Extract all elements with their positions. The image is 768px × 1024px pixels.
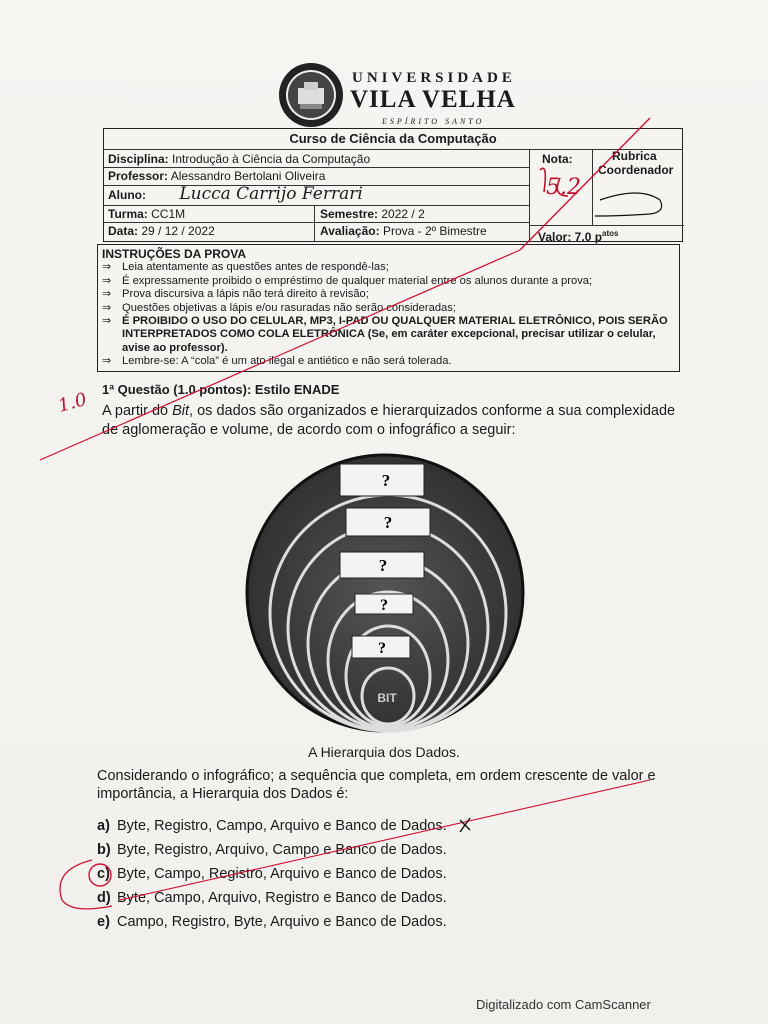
- class-value: CC1M: [151, 207, 186, 221]
- discipline-row: [104, 151, 370, 168]
- data-hierarchy-diagram: [240, 448, 530, 738]
- instruction-text: É expressamente proibido o empréstimo de qualquer material entre os alunos durante a prova;: [122, 274, 593, 287]
- instruction-text: Leia atentamente as questões antes de respondê-las;: [122, 261, 389, 274]
- date-value: 29 / 12 / 2022: [141, 224, 215, 238]
- discipline-label: Disciplina:: [108, 152, 169, 166]
- grade-label: Nota:: [542, 152, 573, 166]
- option-text: Byte, Campo, Registro, Arquivo e Banco de Dados.: [117, 866, 447, 882]
- instruction-item: [102, 302, 675, 315]
- professor-value: Alessandro Bertolani Oliveira: [170, 169, 326, 183]
- diagram-label-level-3: ?: [378, 556, 388, 575]
- diagram-label-level-2: ?: [380, 597, 388, 614]
- value-label: [534, 225, 618, 246]
- option-d[interactable]: [97, 890, 447, 906]
- margin-score-handwritten: 1.0: [55, 389, 89, 417]
- date-label: Data:: [108, 224, 139, 238]
- university-seal-logo: [278, 62, 344, 128]
- intro-text: , os dados são organizados e hierarquizados conforme a sua complexidade de aglomeração e volume, de acordo com o infográfico a seguir:: [102, 403, 676, 438]
- intro-bit: Bit: [172, 403, 190, 419]
- grade-value-handwritten: 5.2: [546, 175, 581, 200]
- university-name-main: VILA VELHA: [350, 86, 516, 113]
- instruction-item: [102, 315, 675, 355]
- diagram-label-level-4: ?: [383, 513, 393, 532]
- diagram-label-level-5: ?: [381, 471, 391, 490]
- value-text: Valor: 7.0 p: [538, 230, 603, 244]
- value-superscript: atos: [602, 229, 619, 238]
- instruction-text: Prova discursiva a lápis não terá direito à revisão;: [122, 288, 369, 301]
- option-text: Campo, Registro, Byte, Arquivo e Banco de Dados.: [117, 914, 447, 930]
- option-key: e): [97, 914, 110, 930]
- option-key: c): [97, 866, 110, 882]
- instruction-item: [102, 288, 675, 301]
- exam-header-table: [103, 128, 683, 242]
- arrow-icon: ⇒: [102, 261, 112, 274]
- class-label: Turma:: [108, 207, 148, 221]
- diagram-label-level-1: ?: [378, 640, 386, 657]
- option-key: a): [97, 818, 110, 834]
- diagram-caption: A Hierarquia dos Dados.: [308, 744, 460, 760]
- instruction-item: [102, 261, 675, 274]
- semester-label: Semestre:: [320, 207, 379, 221]
- arrow-icon: ⇒: [102, 315, 112, 328]
- scanner-footer: Digitalizado com CamScanner: [476, 997, 651, 1012]
- instruction-item: [102, 355, 675, 368]
- evaluation-label: Avaliação:: [320, 224, 380, 238]
- evaluation-row: [316, 223, 487, 240]
- option-a[interactable]: [97, 818, 447, 834]
- question-intro: [102, 402, 692, 440]
- class-row: [104, 206, 185, 223]
- student-row: [104, 186, 363, 204]
- professor-label: Professor:: [108, 169, 169, 183]
- instruction-item: [102, 275, 675, 288]
- date-row: [104, 223, 215, 240]
- evaluation-value: Prova - 2º Bimestre: [382, 224, 487, 238]
- arrow-icon: ⇒: [102, 288, 112, 301]
- university-state: ESPÍRITO SANTO: [382, 117, 485, 126]
- arrow-icon: ⇒: [102, 301, 112, 314]
- instructions-title: INSTRUÇÕES DA PROVA: [102, 247, 247, 261]
- professor-row: [104, 168, 325, 185]
- rubric-label-1: Rubrica: [612, 149, 657, 163]
- option-text: Byte, Registro, Arquivo, Campo e Banco de Dados.: [117, 842, 447, 858]
- option-key: b): [97, 842, 111, 858]
- semester-value: 2022 / 2: [381, 207, 425, 221]
- semester-row: [316, 206, 425, 223]
- rubric-label-2: Coordenador: [598, 163, 674, 177]
- option-text: Byte, Registro, Campo, Arquivo e Banco de Dados.: [117, 818, 447, 834]
- instruction-text: Questões objetivas a lápis e/ou rasuradas não serão consideradas;: [122, 301, 456, 314]
- arrow-icon: ⇒: [102, 355, 112, 368]
- option-e[interactable]: [97, 914, 447, 930]
- instruction-text: Lembre-se: A “cola” é um ato ilegal e antiético e não será tolerada.: [122, 355, 452, 368]
- option-c[interactable]: [97, 866, 447, 882]
- question-title: 1ª Questão (1.0 pontos): Estilo ENADE: [102, 382, 340, 397]
- student-label: Aluno:: [108, 188, 146, 202]
- arrow-icon: ⇒: [102, 274, 112, 287]
- instructions-box: [97, 244, 680, 372]
- option-b[interactable]: [97, 842, 447, 858]
- discipline-value: Introdução à Ciência da Computação: [172, 152, 371, 166]
- university-name-top: UNIVERSIDADE: [352, 70, 516, 86]
- diagram-center-bit: BIT: [377, 691, 397, 705]
- option-text: Byte, Campo, Arquivo, Registro e Banco de Dados.: [117, 890, 447, 906]
- student-name-handwritten: Lucca Carrijo Ferrari: [179, 184, 363, 204]
- intro-text: A partir do: [102, 403, 173, 419]
- option-key: d): [97, 890, 111, 906]
- course-title: Curso de Ciência da Computação: [104, 129, 682, 150]
- question-stem: Considerando o infográfico; a sequência que completa, em ordem crescente de valor e importância, a Hierarquia dos Dados é:: [97, 768, 656, 802]
- instruction-text: É PROIBIDO O USO DO CELULAR, MP3, I-PAD OU QUALQUER MATERIAL ELETRÔNICO, POIS SERÃO INTERPRETADOS COMO COLA ELETRÔNICA (Se, em caráter excepcional, precisar utilizar o celular, avise ao professor).: [122, 315, 668, 354]
